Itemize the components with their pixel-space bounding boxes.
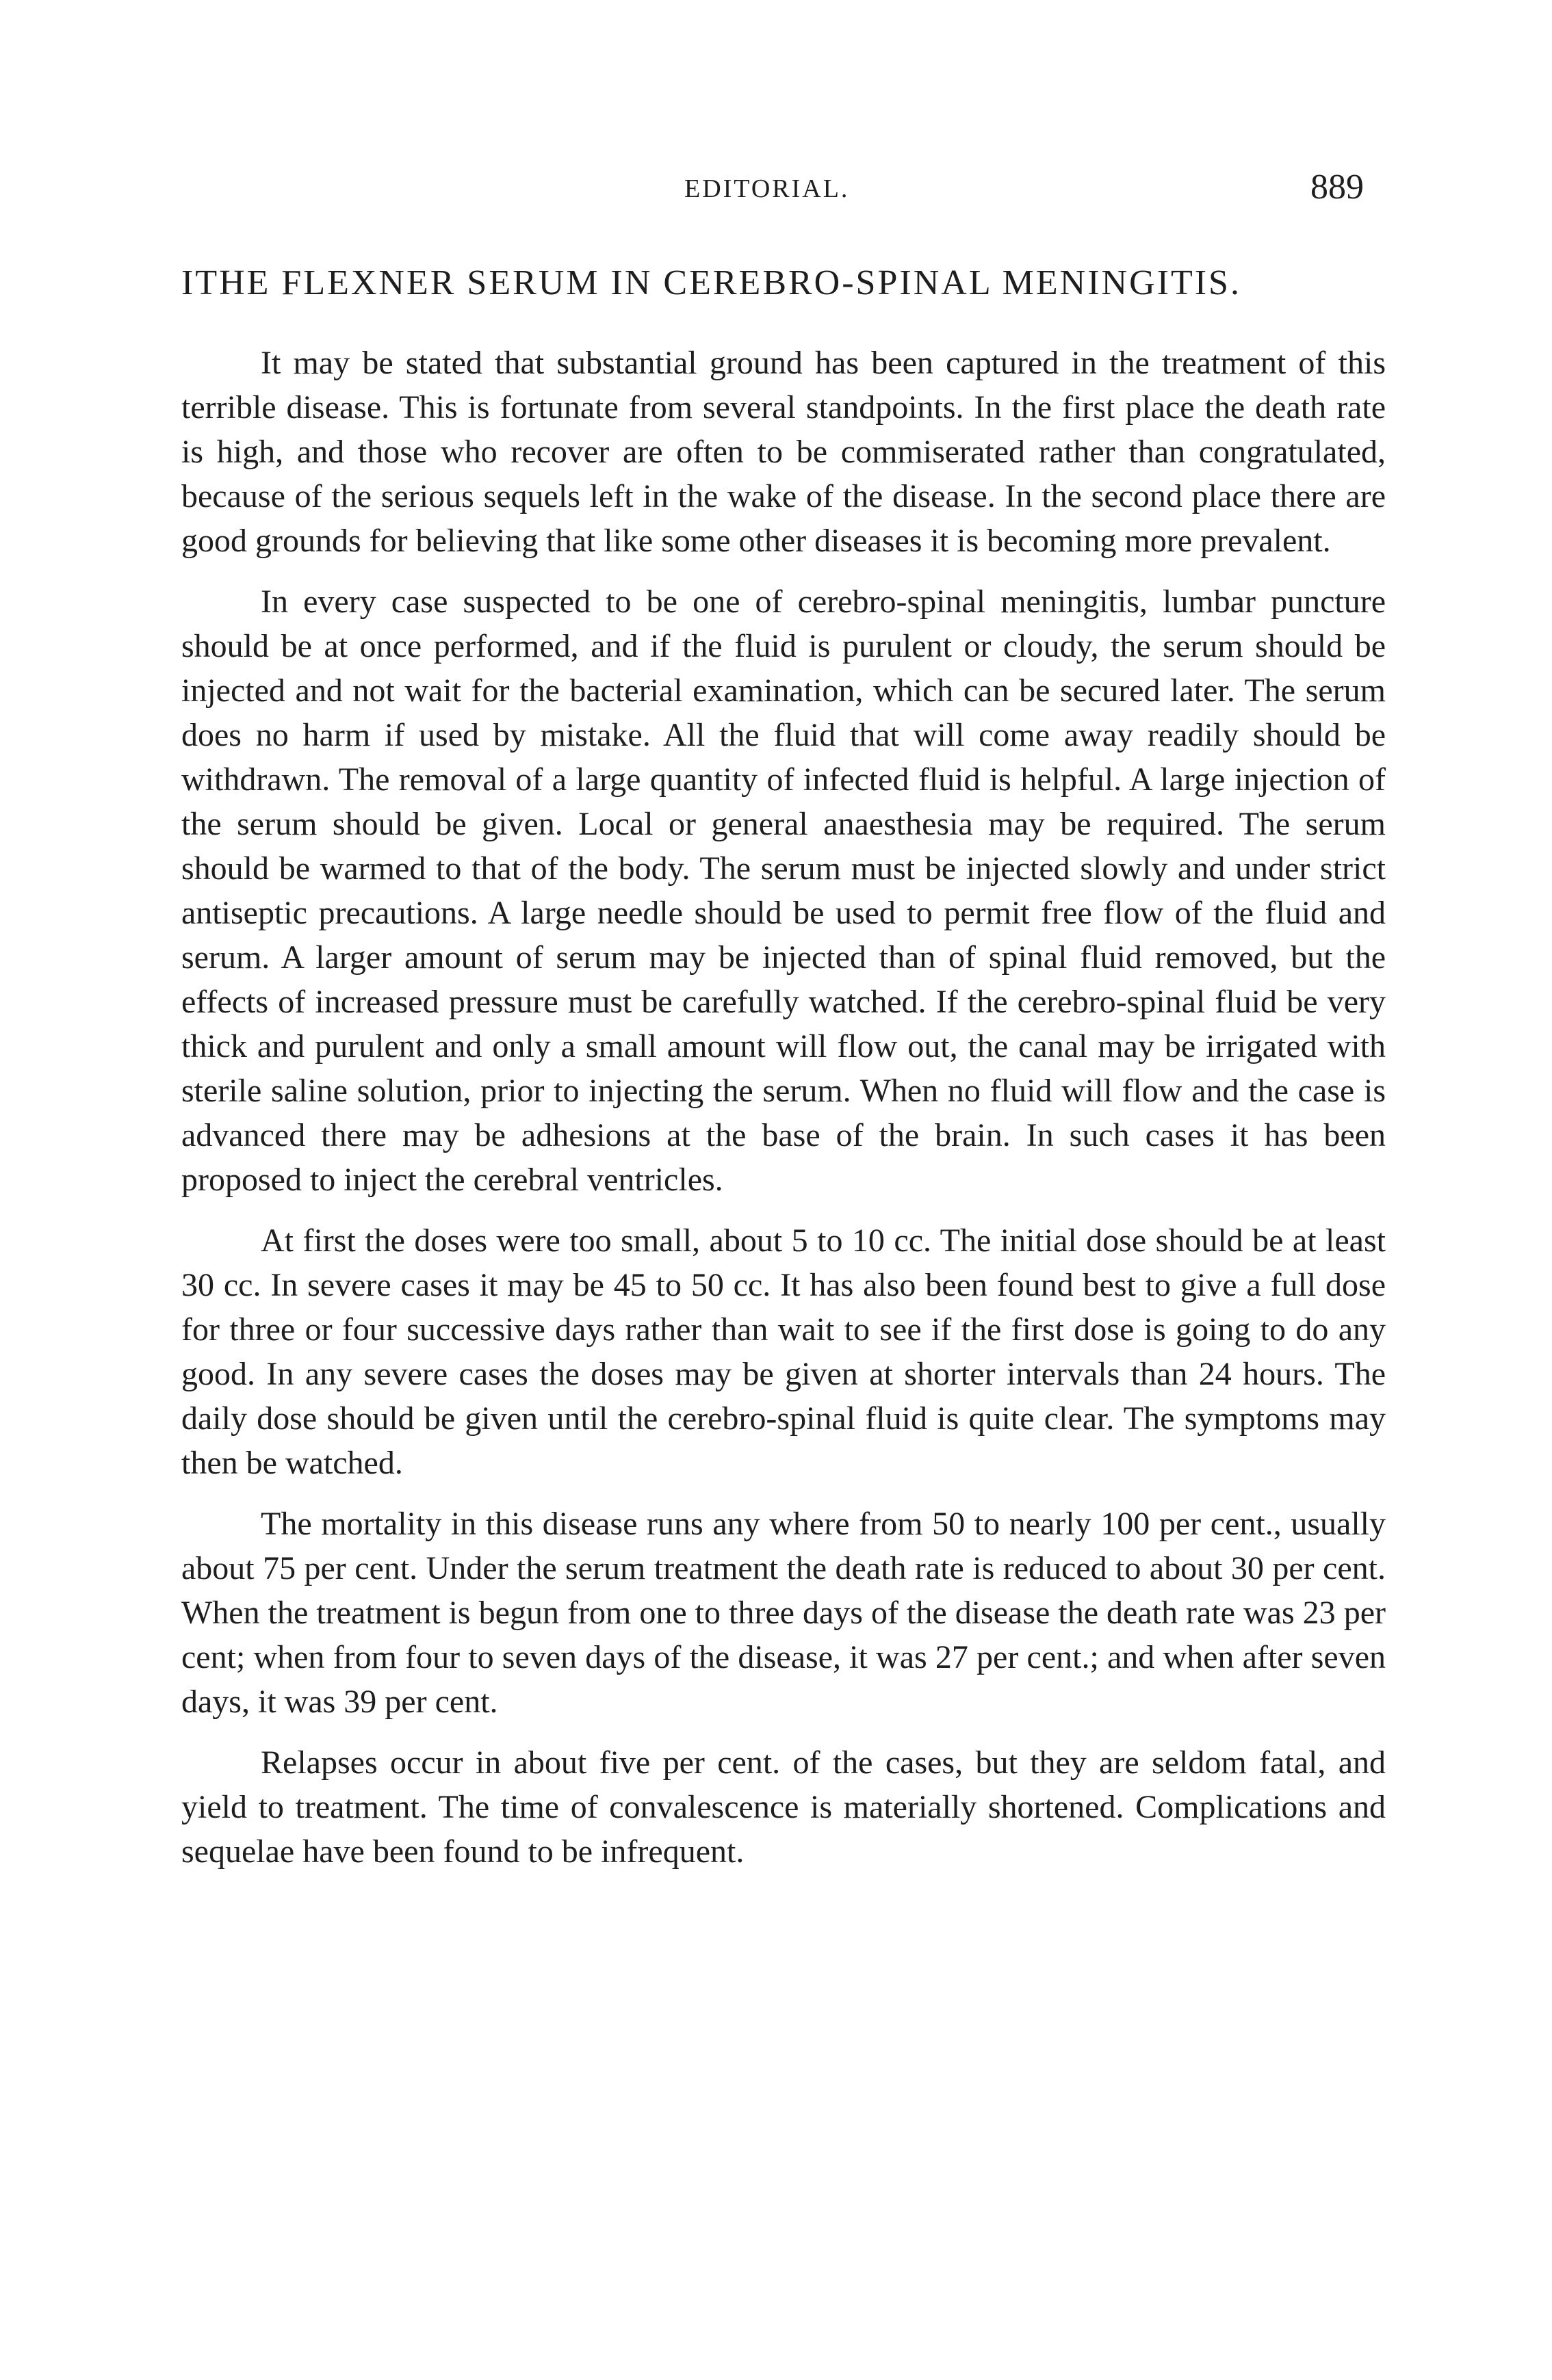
article-body (181, 341, 1386, 1890)
paragraph-intro: It may be stated that substantial ground has been captured in the treatment of this terrible disease. This is fortunate from several standpoints. In the first place the death rate is high, and those who recover are often to be commiserated rather than congratulated, because of the serious sequels left in the wake of the disease. In the second place there are good grounds for believing that like some other diseases it is becoming more prevalent. (181, 345, 1386, 559)
running-head (0, 167, 1552, 208)
paragraph-dosage: At first the doses were too small, about 5 to 10 cc. The initial dose should be at least 30 cc. In severe cases it may be 45 to 50 cc. It has also been found best to give a full dose for three or four successive days rather than wait to see if the first dose is going to do any good. In any severe cases the doses may be given at shorter intervals than 24 hours. The daily dose should be given until the cerebro-spinal fluid is quite clear. The symptoms may then be watched. (181, 1222, 1386, 1481)
section-label: EDITORIAL. (684, 174, 850, 203)
paragraph-mortality: The mortality in this disease runs any where from 50 to nearly 100 per cent., usually about 75 per cent. Under the serum treatment the death rate is reduced to about 30 per cent. When the treatment is begun from one to three days of the disease the death rate was 23 per cent; when from four to seven days of the disease, it was 27 per cent.; and when after seven days, it was 39 per cent. (181, 1506, 1386, 1720)
page-number: 889 (1310, 168, 1364, 207)
paragraph-procedure: In every case suspected to be one of cerebro-spinal meningitis, lumbar puncture should be at once performed, and if the fluid is purulent or cloudy, the serum should be injected and not wait for the bacterial examination, which can be secured later. The serum does no harm if used by mistake. All the fluid that will come away readily should be withdrawn. The removal of a large quantity of infected fluid is helpful. A large injection of the serum should be given. Local or general anaesthesia may be required. The serum should be warmed to that of the body. The serum must be injected slowly and under strict antiseptic precautions. A large needle should be used to permit free flow of the fluid and serum. A larger amount of serum may be injected than of spinal fluid removed, but the effects of increased pressure must be carefully watched. If the cerebro-spinal fluid be very thick and purulent and only a small amount will flow out, the canal may be irrigated with sterile saline solution, prior to injecting the serum. When no fluid will flow and the case is advanced there may be adhesions at the base of the brain. In such cases it has been proposed to inject the cerebral ventricles. (181, 584, 1386, 1198)
article-title: ITHE FLEXNER SERUM IN CEREBRO-SPINAL MENINGITIS. (181, 263, 1241, 302)
paragraph-relapses: Relapses occur in about five per cent. of the cases, but they are seldom fatal, and yield to treatment. The time of convalescence is materially shortened. Complications and sequelae have been found to be infrequent. (181, 1744, 1386, 1870)
